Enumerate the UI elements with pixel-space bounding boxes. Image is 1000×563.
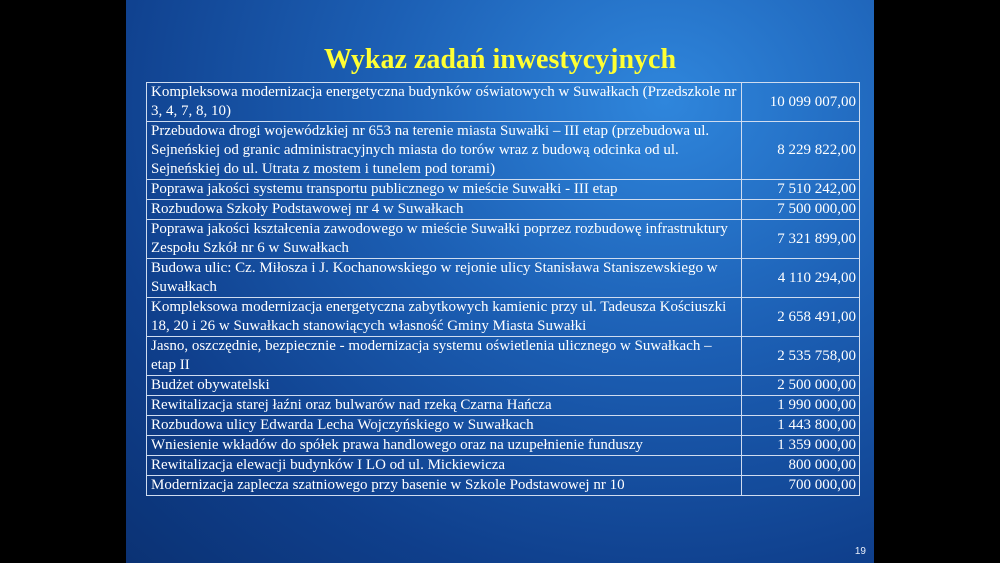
table-row (147, 83, 860, 122)
task-description: Jasno, oszczędnie, bezpiecznie - modernizacja systemu oświetlenia ulicznego w Suwałkach – etap II (147, 337, 742, 376)
task-description: Wniesienie wkładów do spółek prawa handlowego oraz na uzupełnienie funduszy (147, 436, 742, 456)
task-amount: 8 229 822,00 (742, 122, 860, 180)
table-row (147, 122, 860, 180)
table-row (147, 436, 860, 456)
task-amount: 1 990 000,00 (742, 396, 860, 416)
task-description: Rozbudowa ulicy Edwarda Lecha Wojczyńskiego w Suwałkach (147, 416, 742, 436)
task-description: Kompleksowa modernizacja energetyczna budynków oświatowych w Suwałkach (Przedszkole nr 3, 4, 7, 8, 10) (147, 83, 742, 122)
table-row (147, 476, 860, 496)
task-amount: 10 099 007,00 (742, 83, 860, 122)
task-amount: 7 321 899,00 (742, 220, 860, 259)
task-description: Budowa ulic: Cz. Miłosza i J. Kochanowskiego w rejonie ulicy Stanisława Staniszewskiego w Suwałkach (147, 259, 742, 298)
task-amount: 2 500 000,00 (742, 376, 860, 396)
task-description: Budżet obywatelski (147, 376, 742, 396)
table-row (147, 259, 860, 298)
table-row (147, 180, 860, 200)
table-row (147, 220, 860, 259)
task-description: Poprawa jakości kształcenia zawodowego w mieście Suwałki poprzez rozbudowę infrastruktury Zespołu Szkół nr 6 w Suwałkach (147, 220, 742, 259)
table-row (147, 416, 860, 436)
task-amount: 1 443 800,00 (742, 416, 860, 436)
task-amount: 700 000,00 (742, 476, 860, 496)
investment-table (146, 82, 860, 496)
table-row (147, 396, 860, 416)
task-amount: 2 535 758,00 (742, 337, 860, 376)
task-description: Rewitalizacja starej łaźni oraz bulwarów nad rzeką Czarna Hańcza (147, 396, 742, 416)
task-amount: 4 110 294,00 (742, 259, 860, 298)
slide-title: Wykaz zadań inwestycyjnych (323, 44, 677, 75)
task-amount: 7 500 000,00 (742, 200, 860, 220)
table-row (147, 298, 860, 337)
task-description: Rozbudowa Szkoły Podstawowej nr 4 w Suwałkach (147, 200, 742, 220)
task-amount: 800 000,00 (742, 456, 860, 476)
page-number: 19 (854, 546, 866, 557)
table-row (147, 200, 860, 220)
presentation-slide (126, 0, 874, 563)
task-description: Kompleksowa modernizacja energetyczna zabytkowych kamienic przy ul. Tadeusza Kościuszki 18, 20 i 26 w Suwałkach stanowiących własność Gminy Miasta Suwałki (147, 298, 742, 337)
table-row (147, 376, 860, 396)
task-amount: 2 658 491,00 (742, 298, 860, 337)
task-description: Poprawa jakości systemu transportu publicznego w mieście Suwałki - III etap (147, 180, 742, 200)
table-row (147, 456, 860, 476)
task-amount: 7 510 242,00 (742, 180, 860, 200)
task-description: Przebudowa drogi wojewódzkiej nr 653 na terenie miasta Suwałki – III etap (przebudowa ul. Sejneńskiej od granic administracyjnych miasta do torów wraz z budową odcinka od ul. Sejneńskiej do ul. Utrata z mostem i tunelem pod torami) (147, 122, 742, 180)
task-description: Modernizacja zaplecza szatniowego przy basenie w Szkole Podstawowej nr 10 (147, 476, 742, 496)
task-description: Rewitalizacja elewacji budynków I LO od ul. Mickiewicza (147, 456, 742, 476)
task-amount: 1 359 000,00 (742, 436, 860, 456)
investment-table-body (147, 83, 860, 496)
table-row (147, 337, 860, 376)
